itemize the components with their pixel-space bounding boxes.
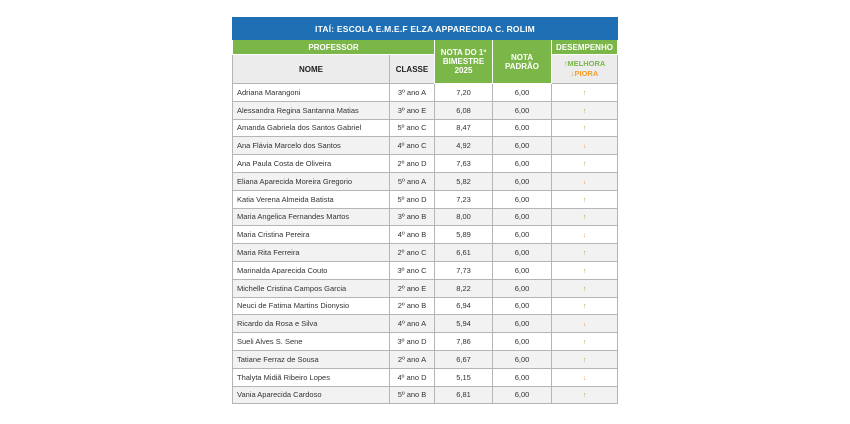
performance-cell [552, 244, 618, 262]
arrow-up-icon: ↑ [582, 214, 587, 222]
table-row [233, 333, 618, 351]
header-classe: CLASSE [390, 55, 435, 84]
grade-cell: 7,20 [435, 84, 493, 102]
grade-cell: 6,61 [435, 244, 493, 262]
table-row [233, 226, 618, 244]
teacher-name-cell: Ricardo da Rosa e Silva [233, 315, 390, 333]
teacher-name-cell: Michelle Cristina Campos Garcia [233, 279, 390, 297]
standard-grade-cell: 6,00 [493, 386, 552, 404]
standard-grade-cell: 6,00 [493, 155, 552, 173]
teacher-name-cell: Eliana Aparecida Moreira Gregorio [233, 172, 390, 190]
performance-cell [552, 315, 618, 333]
class-cell: 3º ano A [390, 84, 435, 102]
teacher-name-cell: Maria Rita Ferreira [233, 244, 390, 262]
arrow-up-icon: ↑ [582, 303, 587, 311]
performance-cell [552, 297, 618, 315]
class-cell: 4º ano A [390, 315, 435, 333]
arrow-up-icon: ↑ [582, 89, 587, 97]
table-row [233, 190, 618, 208]
class-cell: 5º ano A [390, 172, 435, 190]
grade-cell: 7,23 [435, 190, 493, 208]
table-row [233, 368, 618, 386]
performance-cell [552, 279, 618, 297]
grade-cell: 7,86 [435, 333, 493, 351]
header-nota-bimestre: NOTA DO 1º BIMESTRE 2025 [435, 40, 493, 84]
class-cell: 5º ano D [390, 190, 435, 208]
grade-cell: 6,81 [435, 386, 493, 404]
grade-cell: 7,63 [435, 155, 493, 173]
standard-grade-cell: 6,00 [493, 226, 552, 244]
arrow-down-icon: ↓ [582, 374, 587, 382]
arrow-up-icon: ↑ [582, 267, 587, 275]
table-row [233, 172, 618, 190]
table-row [233, 386, 618, 404]
grade-cell: 6,94 [435, 297, 493, 315]
performance-cell [552, 226, 618, 244]
arrow-down-icon: ↓ [582, 178, 587, 186]
standard-grade-cell: 6,00 [493, 368, 552, 386]
header-nome: NOME [233, 55, 390, 84]
performance-cell [552, 172, 618, 190]
grade-cell: 5,82 [435, 172, 493, 190]
teacher-name-cell: Vania Aparecida Cardoso [233, 386, 390, 404]
arrow-up-icon: ↑ [582, 392, 587, 400]
performance-cell [552, 333, 618, 351]
performance-cell [552, 350, 618, 368]
legend-melhora: ↑MELHORA [563, 59, 606, 68]
standard-grade-cell: 6,00 [493, 279, 552, 297]
class-cell: 3º ano C [390, 261, 435, 279]
table-row [233, 119, 618, 137]
teacher-name-cell: Katia Verena Almeida Batista [233, 190, 390, 208]
grade-cell: 6,67 [435, 350, 493, 368]
standard-grade-cell: 6,00 [493, 261, 552, 279]
class-cell: 2º ano A [390, 350, 435, 368]
standard-grade-cell: 6,00 [493, 190, 552, 208]
teacher-name-cell: Maria Cristina Pereira [233, 226, 390, 244]
class-cell: 3º ano E [390, 101, 435, 119]
performance-cell [552, 101, 618, 119]
teacher-name-cell: Sueli Alves S. Sene [233, 333, 390, 351]
header-desempenho: DESEMPENHO [552, 40, 618, 55]
arrow-down-icon: ↓ [582, 143, 587, 151]
performance-cell [552, 386, 618, 404]
grade-cell: 5,89 [435, 226, 493, 244]
class-cell: 2º ano C [390, 244, 435, 262]
class-cell: 4º ano D [390, 368, 435, 386]
arrow-up-icon: ↑ [582, 356, 587, 364]
standard-grade-cell: 6,00 [493, 101, 552, 119]
teacher-name-cell: Adriana Marangoni [233, 84, 390, 102]
header-nota-padrao: NOTA PADRÃO [493, 40, 552, 84]
table-row [233, 244, 618, 262]
grade-cell: 8,22 [435, 279, 493, 297]
standard-grade-cell: 6,00 [493, 137, 552, 155]
grade-cell: 8,47 [435, 119, 493, 137]
table-row [233, 261, 618, 279]
table-row [233, 208, 618, 226]
standard-grade-cell: 6,00 [493, 244, 552, 262]
table-body [233, 84, 618, 404]
results-table [232, 17, 618, 404]
grade-cell: 8,00 [435, 208, 493, 226]
standard-grade-cell: 6,00 [493, 84, 552, 102]
performance-cell [552, 137, 618, 155]
class-cell: 2º ano B [390, 297, 435, 315]
grade-cell: 4,92 [435, 137, 493, 155]
header-professor: PROFESSOR [233, 40, 435, 55]
table-row [233, 84, 618, 102]
standard-grade-cell: 6,00 [493, 297, 552, 315]
standard-grade-cell: 6,00 [493, 119, 552, 137]
arrow-up-icon: ↑ [582, 250, 587, 258]
arrow-up-icon: ↑ [582, 196, 587, 204]
teacher-name-cell: Neuci de Fatima Martins Dionysio [233, 297, 390, 315]
performance-cell [552, 190, 618, 208]
arrow-up-icon: ↑ [582, 285, 587, 293]
teacher-name-cell: Alessandra Regina Santanna Matias [233, 101, 390, 119]
class-cell: 4º ano B [390, 226, 435, 244]
table-row [233, 137, 618, 155]
arrow-up-icon: ↑ [582, 161, 587, 169]
class-cell: 3º ano B [390, 208, 435, 226]
arrow-up-icon: ↑ [582, 339, 587, 347]
standard-grade-cell: 6,00 [493, 172, 552, 190]
desempenho-legend [552, 55, 618, 84]
class-cell: 4º ano C [390, 137, 435, 155]
class-cell: 5º ano B [390, 386, 435, 404]
legend-piora: ↓PIORA [570, 69, 599, 78]
teacher-name-cell: Thalyta Midiã Ribeiro Lopes [233, 368, 390, 386]
arrow-up-icon: ↑ [582, 107, 587, 115]
arrow-up-icon: ↑ [582, 125, 587, 133]
table-row [233, 101, 618, 119]
table-title: ITAÍ: ESCOLA E.M.E.F ELZA APPARECIDA C. ROLIM [233, 18, 618, 40]
results-table-container [232, 17, 617, 404]
arrow-down-icon: ↓ [582, 232, 587, 240]
teacher-name-cell: Marinalda Aparecida Couto [233, 261, 390, 279]
teacher-name-cell: Maria Angelica Fernandes Martos [233, 208, 390, 226]
performance-cell [552, 208, 618, 226]
grade-cell: 6,08 [435, 101, 493, 119]
grade-cell: 5,15 [435, 368, 493, 386]
performance-cell [552, 84, 618, 102]
teacher-name-cell: Ana Paula Costa de Oliveira [233, 155, 390, 173]
standard-grade-cell: 6,00 [493, 208, 552, 226]
standard-grade-cell: 6,00 [493, 333, 552, 351]
teacher-name-cell: Amanda Gabriela dos Santos Gabriel [233, 119, 390, 137]
performance-cell [552, 119, 618, 137]
performance-cell [552, 155, 618, 173]
table-row [233, 155, 618, 173]
table-row [233, 350, 618, 368]
table-row [233, 279, 618, 297]
table-row [233, 315, 618, 333]
class-cell: 2º ano D [390, 155, 435, 173]
standard-grade-cell: 6,00 [493, 350, 552, 368]
class-cell: 3º ano D [390, 333, 435, 351]
teacher-name-cell: Ana Flávia Marcelo dos Santos [233, 137, 390, 155]
performance-cell [552, 368, 618, 386]
table-row [233, 297, 618, 315]
class-cell: 2º ano E [390, 279, 435, 297]
grade-cell: 5,94 [435, 315, 493, 333]
arrow-down-icon: ↓ [582, 321, 587, 329]
teacher-name-cell: Tatiane Ferraz de Sousa [233, 350, 390, 368]
grade-cell: 7,73 [435, 261, 493, 279]
performance-cell [552, 261, 618, 279]
class-cell: 5º ano C [390, 119, 435, 137]
standard-grade-cell: 6,00 [493, 315, 552, 333]
